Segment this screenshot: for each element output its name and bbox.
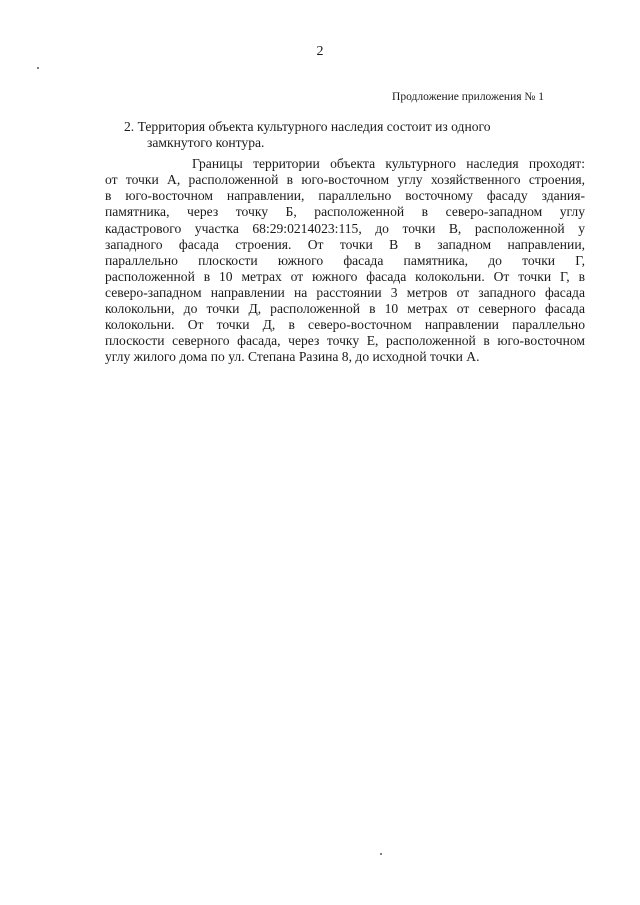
boundary-description [105,156,585,365]
text-line: западного фасада строения. От точки В в западном направлении, [105,236,585,252]
document-body [105,119,585,365]
text-line: колокольни, до точки Д, расположенной в 10 метрах от северного фасада [105,301,585,317]
text-line: параллельно плоскости южного фасада памятника, до точки Г, [105,252,585,268]
item-heading-line-2: замкнутого контура. [147,135,265,151]
text-line: памятника, через точку Б, расположенной в северо-западном углу [105,204,585,220]
appendix-note: Продложение приложения № 1 [392,91,544,103]
text-line: плоскости северного фасада, через точку Е, расположенной в юго-восточном [105,333,585,349]
text-line: колокольни. От точки Д, в северо-восточном направлении параллельно [105,317,585,333]
item-heading-line-1: 2. Территория объекта культурного наследия состоит из одного [124,119,491,134]
text-line: расположенной в 10 метрах от южного фасада колокольни. От точки Г, в [105,268,585,284]
text-line: в юго-восточном направлении, параллельно восточному фасаду здания- [105,188,585,204]
scan-speck [37,67,39,69]
text-line: северо-западном направлении на расстоянии 3 метров от западного фасада [105,284,585,300]
text-line: Границы территории объекта культурного наследия проходят: [192,156,585,172]
scan-speck [380,853,382,855]
text-line: кадастрового участка 68:29:0214023:115, до точки В, расположенной у [105,220,585,236]
text-line: от точки А, расположенной в юго-восточном углу хозяйственного строения, [105,172,585,188]
page-number: 2 [316,44,324,59]
text-line: углу жилого дома по ул. Степана Разина 8, до исходной точки А. [105,349,480,365]
